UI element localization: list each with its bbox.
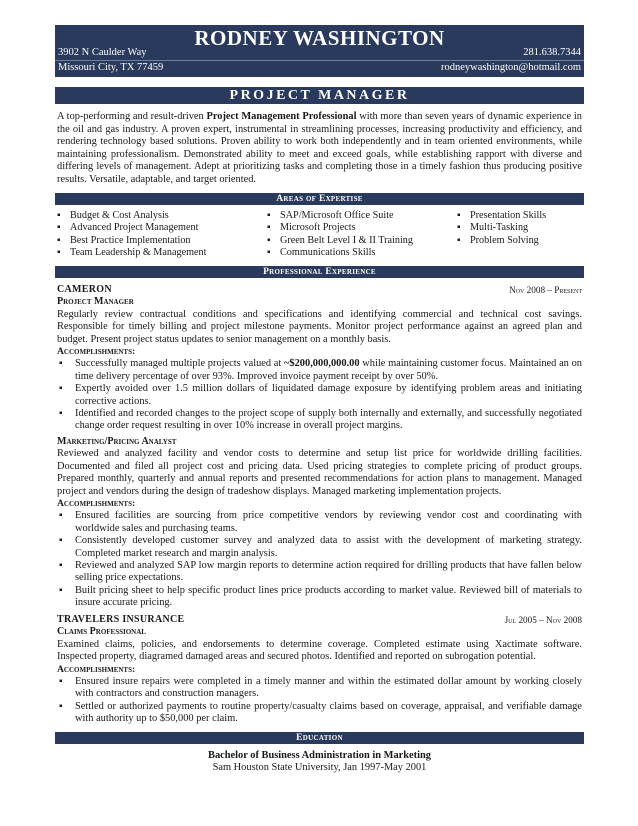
resume-header: [55, 25, 584, 77]
job-marketing-pricing: [57, 436, 582, 610]
skills-column-1: [57, 210, 267, 260]
accomplishments-list: [57, 510, 582, 609]
summary-text-end: with more than seven years of dynamic experience in the oil and gas industry. A proven expert, instrumental in streamlining processes, increasing productivity and efficiency, and rendering technology based solutions. Proven ability to work both independently and in team oriented environments, while maintaining professionalism. Demonstrated ability to meet and exceed goals, while establishing rapport with diverse and differing levels of management. Adept at prioritizing tasks and completing those in a timely fashion thus producing positive results. Versatile, adaptable, and target oriented.: [57, 111, 582, 185]
accomplishments-label: Accomplishments:: [57, 498, 136, 510]
expertise-section-header: Areas of Expertise: [55, 193, 584, 205]
employment-dates: Nov 2008 – Present: [509, 285, 582, 295]
summary-text-start: A top-performing and result-driven: [57, 111, 207, 122]
school: Sam Houston State University, Jan 1997-May 2001: [212, 762, 427, 774]
accomplishment-item: ▪ Ensured insure repairs were completed in a timely manner and within the estimated dollar amount by working closely with contractors and construction managers.: [57, 676, 582, 701]
accomplishment-item: ▪ Built pricing sheet to help specific product lines price products according to market value. Reviewed bill of materials to insure accurate pricing.: [57, 585, 582, 610]
skill-item: ▪ Communications Skills: [267, 247, 457, 259]
accomplishment-item: [57, 358, 582, 383]
skill-item: ▪ Advanced Project Management: [57, 222, 267, 234]
accomplishment-item: ▪ Expertly avoided over 1.5 million dollars of liquidated damage exposure by identifying problem areas and initiating corrective actions.: [57, 383, 582, 408]
project-value: ~$200,000,000.00: [284, 358, 360, 370]
summary-highlight: Project Management Professional: [206, 111, 357, 122]
job-cameron: [57, 284, 582, 433]
job-title: Claims Professional: [57, 626, 146, 638]
header-divider: [55, 60, 584, 61]
address-line-1: 3902 N Caulder Way: [58, 47, 147, 58]
skills-column-2: [267, 210, 457, 260]
skill-item: ▪ SAP/Microsoft Office Suite: [267, 210, 457, 222]
skill-item: ▪ Budget & Cost Analysis: [57, 210, 267, 222]
degree: Bachelor of Business Administration in Marketing: [208, 750, 431, 761]
job-heading: [57, 614, 582, 626]
candidate-name: RODNEY WASHINGTON: [194, 26, 445, 50]
company-name: TRAVELERS INSURANCE: [57, 614, 185, 625]
professional-summary: [57, 111, 582, 187]
accomplishment-text: while maintaining customer focus. Maintained an on time delivery percentage of over 93%. Improved invoice payment receipt by over 50%.: [75, 358, 582, 382]
accomplishment-item: ▪ Reviewed and analyzed SAP low margin reports to determine action required for drilling products that have fallen below selling price expectations.: [57, 560, 582, 585]
job-description: Reviewed and analyzed facility and vendor costs to determine and setup list price for worldwide drilling facilities. Documented and filed all project cost and pricing data. Used pricing strategies to complete pricing of product groups. Prepared monthly, quarterly and annual reports and presented recommendations for action plans to management. Managed project and vendors during the design of tradeshow displays. Managed marketing implementation projects.: [57, 448, 582, 497]
email-address[interactable]: rodneywashington@hotmail.com: [440, 62, 581, 73]
skill-item: ▪ Team Leadership & Management: [57, 247, 267, 259]
accomplishment-item: ▪ Consistently developed customer survey and analyzed data to assist with the development of marketing strategy. Completed market research and margin analysis.: [57, 535, 582, 560]
skill-item: ▪ Green Belt Level I & II Training: [267, 235, 457, 247]
skill-item: ▪ Microsoft Projects: [267, 222, 457, 234]
job-heading: [57, 284, 582, 296]
contact-line-1: [58, 47, 581, 58]
job-title: Project Manager: [57, 296, 134, 308]
skills-grid: [57, 210, 582, 260]
skill-item: ▪ Problem Solving: [457, 235, 582, 247]
contact-line-2: [58, 62, 581, 73]
job-description: Examined claims, policies, and endorsements to determine coverage. Completed estimate using Xactimate software. Inspected property, diagramed damaged areas and secured photos. Identified and reported on subrogation potential.: [57, 638, 582, 663]
accomplishments-label: Accomplishments:: [57, 663, 136, 675]
accomplishment-text: Successfully managed multiple projects valued at: [75, 358, 285, 370]
employment-dates: Jul 2005 – Nov 2008: [504, 615, 582, 625]
skill-item: ▪ Best Practice Implementation: [57, 235, 267, 247]
job-title-banner: PROJECT MANAGER: [55, 87, 584, 104]
company-name: CAMERON: [57, 284, 112, 295]
skills-column-3: [457, 210, 582, 260]
job-travelers: [57, 614, 582, 726]
accomplishments-label: Accomplishments:: [57, 346, 136, 358]
accomplishments-list: [57, 358, 582, 432]
experience-section-header: Professional Experience: [55, 266, 584, 278]
accomplishments-list: [57, 676, 582, 726]
job-description: Regularly review contractual conditions and specifications and identifying commercial and technical cost savings. Responsible for timely billing and project milestone payments. Monitor project performance against an agreed plan and budget. Present project status updates to senior management on a monthly basis.: [57, 308, 582, 345]
skill-item: ▪ Multi-Tasking: [457, 222, 582, 234]
education-section-header: Education: [55, 732, 584, 744]
education-entry: [57, 750, 582, 775]
accomplishment-item: ▪ Ensured facilities are sourcing from price competitive vendors by reviewing vendor cost and coordinating with worldwide sales and purchasing teams.: [57, 510, 582, 535]
job-title: Marketing/Pricing Analyst: [57, 436, 177, 447]
phone-number: 281.638.7344: [523, 47, 581, 58]
accomplishment-item: ▪ Settled or authorized payments to routine property/casualty claims based on coverage, appraisal, and verifiable damage with authority up to $50,000 per claim.: [57, 701, 582, 726]
accomplishment-item: ▪ Identified and recorded changes to the project scope of supply both internally and externally, and successfully negotiated change order request resulting in over 10% increase in overall project margins.: [57, 408, 582, 433]
skill-item: ▪ Presentation Skills: [457, 210, 582, 222]
address-line-2: Missouri City, TX 77459: [58, 62, 164, 73]
